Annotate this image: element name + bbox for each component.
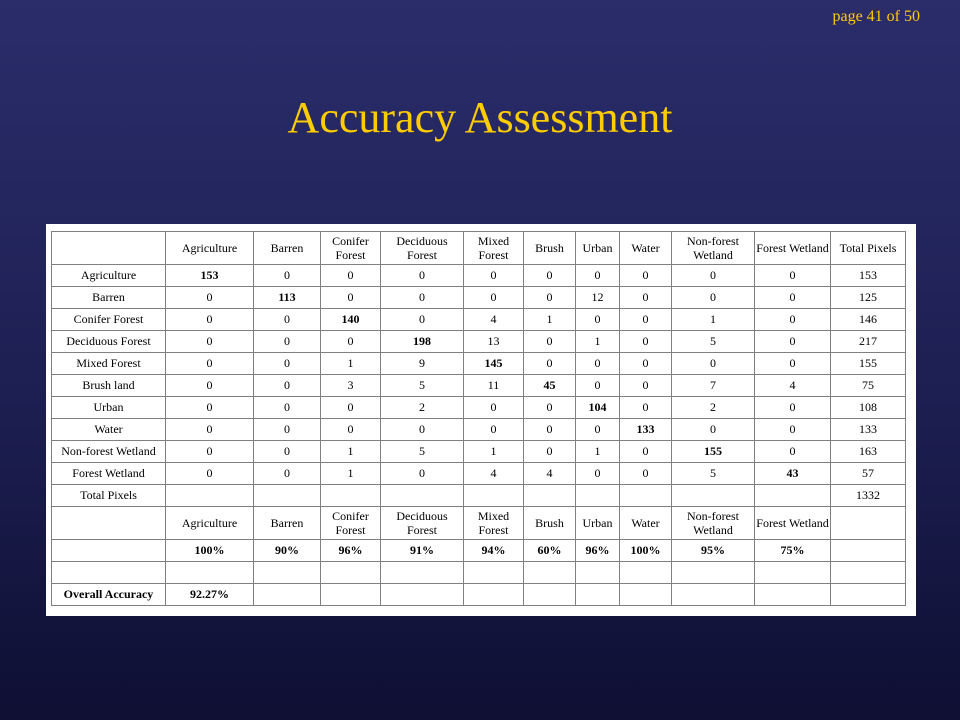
table-row	[52, 353, 906, 375]
table-cell: 0	[672, 287, 755, 309]
row-label: Urban	[52, 397, 166, 419]
grand-total-cell: 1332	[831, 485, 906, 507]
diagonal-cell: 153	[166, 265, 254, 287]
table-row	[52, 309, 906, 331]
accuracy-value-cell: 90%	[254, 540, 321, 562]
accuracy-value-cell: 60%	[524, 540, 576, 562]
row-total-cell: 155	[831, 353, 906, 375]
row-label: Non-forest Wetland	[52, 441, 166, 463]
table-cell: 0	[672, 265, 755, 287]
table-cell	[576, 485, 620, 507]
table-cell: 0	[321, 331, 381, 353]
header-mixed-forest: Mixed Forest	[464, 232, 524, 265]
accuracy-values-row	[52, 540, 906, 562]
table-cell: 7	[672, 375, 755, 397]
table-cell: 1	[321, 441, 381, 463]
table-cell: 0	[166, 441, 254, 463]
row-total-cell: 57	[831, 463, 906, 485]
row-total-cell: 108	[831, 397, 906, 419]
row-label: Deciduous Forest	[52, 331, 166, 353]
table-cell	[254, 485, 321, 507]
table-cell: 4	[755, 375, 831, 397]
table-cell: 9	[381, 353, 464, 375]
empty-cell	[52, 507, 166, 540]
table-cell: 0	[166, 375, 254, 397]
table-cell: 0	[576, 375, 620, 397]
table-cell: 0	[755, 441, 831, 463]
table-row	[52, 397, 906, 419]
table-cell: 0	[524, 265, 576, 287]
accuracy-header-barren: Barren	[254, 507, 321, 540]
row-label: Water	[52, 419, 166, 441]
table-cell: 0	[672, 419, 755, 441]
header-conifer-forest: Conifer Forest	[321, 232, 381, 265]
table-cell: 11	[464, 375, 524, 397]
table-cell: 0	[620, 287, 672, 309]
accuracy-value-cell: 100%	[620, 540, 672, 562]
accuracy-header-deciduous-forest: Deciduous Forest	[381, 507, 464, 540]
header-total-pixels: Total Pixels	[831, 232, 906, 265]
row-label: Barren	[52, 287, 166, 309]
table-cell: 0	[524, 397, 576, 419]
table-cell: 0	[576, 419, 620, 441]
table-cell	[166, 485, 254, 507]
empty-cell	[464, 584, 524, 606]
table-cell	[620, 485, 672, 507]
table-cell: 0	[524, 331, 576, 353]
table-cell: 4	[464, 463, 524, 485]
table-cell	[464, 485, 524, 507]
accuracy-value-cell: 100%	[166, 540, 254, 562]
row-total-cell: 163	[831, 441, 906, 463]
table-cell: 0	[755, 353, 831, 375]
diagonal-cell: 43	[755, 463, 831, 485]
table-cell: 0	[620, 265, 672, 287]
accuracy-header-row	[52, 507, 906, 540]
table-cell: 0	[755, 265, 831, 287]
table-cell: 0	[254, 375, 321, 397]
table-cell: 0	[620, 353, 672, 375]
empty-cell	[576, 584, 620, 606]
row-label: Total Pixels	[52, 485, 166, 507]
header-deciduous-forest: Deciduous Forest	[381, 232, 464, 265]
table-cell: 0	[464, 397, 524, 419]
table-cell: 0	[254, 265, 321, 287]
table-row	[52, 441, 906, 463]
table-cell: 0	[620, 441, 672, 463]
empty-cell	[52, 562, 166, 584]
empty-cell	[831, 584, 906, 606]
table-cell: 2	[381, 397, 464, 419]
empty-cell	[576, 562, 620, 584]
table-cell: 0	[254, 463, 321, 485]
corner-cell	[52, 232, 166, 265]
row-label: Forest Wetland	[52, 463, 166, 485]
accuracy-header-urban: Urban	[576, 507, 620, 540]
header-non-forest-wetland: Non-forest Wetland	[672, 232, 755, 265]
row-total-cell: 75	[831, 375, 906, 397]
accuracy-value-cell: 91%	[381, 540, 464, 562]
table-cell: 0	[672, 353, 755, 375]
table-cell: 0	[166, 331, 254, 353]
row-label: Conifer Forest	[52, 309, 166, 331]
diagonal-cell: 140	[321, 309, 381, 331]
table-cell: 1	[576, 441, 620, 463]
accuracy-value-cell: 95%	[672, 540, 755, 562]
table-cell: 4	[464, 309, 524, 331]
diagonal-cell: 145	[464, 353, 524, 375]
row-total-cell: 133	[831, 419, 906, 441]
table-cell: 0	[755, 287, 831, 309]
table-cell: 0	[166, 353, 254, 375]
diagonal-cell: 104	[576, 397, 620, 419]
table-cell: 5	[672, 463, 755, 485]
table-cell: 13	[464, 331, 524, 353]
table-cell: 3	[321, 375, 381, 397]
table-cell: 0	[755, 309, 831, 331]
table-cell: 0	[620, 463, 672, 485]
table-cell: 0	[381, 463, 464, 485]
empty-cell	[381, 584, 464, 606]
empty-cell	[524, 584, 576, 606]
diagonal-cell: 113	[254, 287, 321, 309]
empty-cell	[254, 562, 321, 584]
table-cell: 0	[464, 419, 524, 441]
accuracy-value-cell: 96%	[576, 540, 620, 562]
table-cell: 0	[576, 265, 620, 287]
empty-cell	[166, 562, 254, 584]
empty-cell	[672, 562, 755, 584]
table-cell: 0	[166, 397, 254, 419]
table-cell	[672, 485, 755, 507]
table-cell: 0	[381, 419, 464, 441]
table-cell: 1	[321, 463, 381, 485]
slide-title: Accuracy Assessment	[287, 93, 673, 142]
accuracy-value-cell: 94%	[464, 540, 524, 562]
table-cell: 1	[524, 309, 576, 331]
table-cell: 0	[166, 463, 254, 485]
accuracy-table-panel	[46, 224, 916, 616]
table-cell: 0	[755, 419, 831, 441]
diagonal-cell: 198	[381, 331, 464, 353]
table-cell	[755, 485, 831, 507]
table-cell: 0	[254, 309, 321, 331]
table-cell: 0	[254, 419, 321, 441]
empty-cell	[464, 562, 524, 584]
accuracy-value-cell: 75%	[755, 540, 831, 562]
table-cell: 0	[524, 287, 576, 309]
row-label: Agriculture	[52, 265, 166, 287]
accuracy-header-agriculture: Agriculture	[166, 507, 254, 540]
table-cell: 0	[620, 397, 672, 419]
row-total-cell: 153	[831, 265, 906, 287]
overall-accuracy-label: Overall Accuracy	[52, 584, 166, 606]
table-cell: 0	[620, 375, 672, 397]
table-cell: 0	[166, 419, 254, 441]
table-cell: 0	[524, 419, 576, 441]
empty-cell	[755, 584, 831, 606]
empty-cell	[381, 562, 464, 584]
empty-cell	[672, 584, 755, 606]
empty-cell	[831, 540, 906, 562]
row-total-cell: 125	[831, 287, 906, 309]
table-cell: 0	[755, 331, 831, 353]
diagonal-cell: 45	[524, 375, 576, 397]
confusion-matrix-table	[51, 231, 906, 606]
page-indicator: page 41 of 50	[832, 8, 920, 25]
table-cell: 1	[464, 441, 524, 463]
accuracy-value-cell: 96%	[321, 540, 381, 562]
table-cell: 0	[524, 353, 576, 375]
table-cell: 0	[321, 419, 381, 441]
total-pixels-row	[52, 485, 906, 507]
table-cell: 0	[381, 287, 464, 309]
row-total-cell: 217	[831, 331, 906, 353]
row-total-cell: 146	[831, 309, 906, 331]
table-cell: 0	[620, 331, 672, 353]
table-cell	[381, 485, 464, 507]
empty-cell	[254, 584, 321, 606]
table-row	[52, 265, 906, 287]
header-urban: Urban	[576, 232, 620, 265]
overall-accuracy-value: 92.27%	[166, 584, 254, 606]
table-cell: 0	[576, 463, 620, 485]
empty-cell	[831, 562, 906, 584]
table-cell: 0	[254, 331, 321, 353]
header-agriculture: Agriculture	[166, 232, 254, 265]
empty-cell	[831, 507, 906, 540]
empty-cell	[524, 562, 576, 584]
table-row	[52, 331, 906, 353]
table-row	[52, 287, 906, 309]
accuracy-header-mixed-forest: Mixed Forest	[464, 507, 524, 540]
empty-row	[52, 562, 906, 584]
accuracy-header-forest-wetland: Forest Wetland	[755, 507, 831, 540]
empty-cell	[321, 562, 381, 584]
table-row	[52, 419, 906, 441]
table-cell: 0	[166, 287, 254, 309]
table-cell: 0	[321, 397, 381, 419]
table-row	[52, 375, 906, 397]
empty-cell	[52, 540, 166, 562]
table-cell: 1	[576, 331, 620, 353]
empty-cell	[755, 562, 831, 584]
table-cell	[524, 485, 576, 507]
table-cell: 0	[620, 309, 672, 331]
table-cell: 12	[576, 287, 620, 309]
table-cell: 5	[672, 331, 755, 353]
header-water: Water	[620, 232, 672, 265]
table-cell: 5	[381, 441, 464, 463]
empty-cell	[620, 562, 672, 584]
diagonal-cell: 133	[620, 419, 672, 441]
table-cell: 0	[254, 397, 321, 419]
accuracy-header-brush: Brush	[524, 507, 576, 540]
table-cell: 1	[321, 353, 381, 375]
accuracy-header-non-forest-wetland: Non-forest Wetland	[672, 507, 755, 540]
header-forest-wetland: Forest Wetland	[755, 232, 831, 265]
empty-cell	[620, 584, 672, 606]
table-cell: 0	[464, 265, 524, 287]
table-cell: 0	[524, 441, 576, 463]
diagonal-cell: 155	[672, 441, 755, 463]
table-cell: 0	[576, 353, 620, 375]
table-cell: 0	[381, 309, 464, 331]
header-row	[52, 232, 906, 265]
table-cell: 4	[524, 463, 576, 485]
table-cell: 2	[672, 397, 755, 419]
table-cell: 5	[381, 375, 464, 397]
table-cell: 0	[254, 353, 321, 375]
accuracy-header-water: Water	[620, 507, 672, 540]
row-label: Mixed Forest	[52, 353, 166, 375]
table-cell: 1	[672, 309, 755, 331]
accuracy-header-conifer-forest: Conifer Forest	[321, 507, 381, 540]
table-cell: 0	[464, 287, 524, 309]
table-cell: 0	[381, 265, 464, 287]
table-row	[52, 463, 906, 485]
table-cell: 0	[755, 397, 831, 419]
table-cell: 0	[166, 309, 254, 331]
overall-accuracy-row	[52, 584, 906, 606]
table-cell: 0	[321, 287, 381, 309]
table-cell: 0	[576, 309, 620, 331]
table-cell: 0	[321, 265, 381, 287]
header-brush: Brush	[524, 232, 576, 265]
table-cell	[321, 485, 381, 507]
empty-cell	[321, 584, 381, 606]
table-cell: 0	[254, 441, 321, 463]
header-barren: Barren	[254, 232, 321, 265]
row-label: Brush land	[52, 375, 166, 397]
